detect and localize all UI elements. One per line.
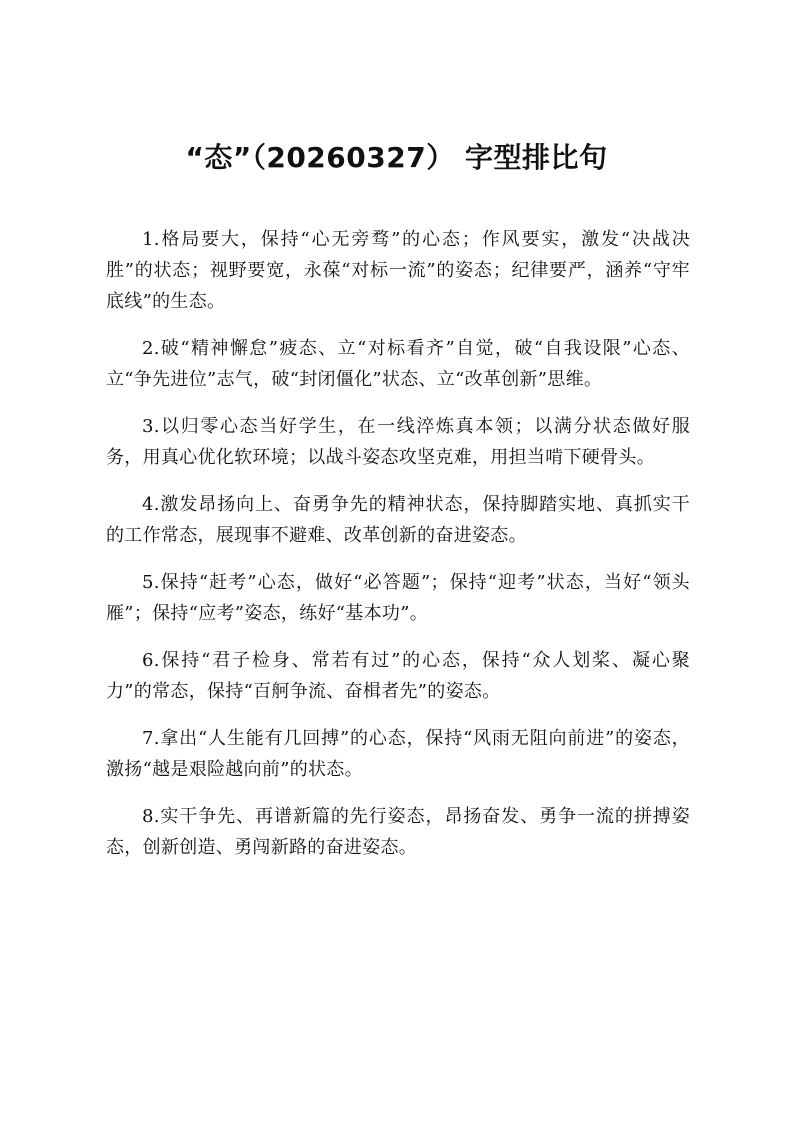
paragraph-4: 4.激发昂扬向上、奋勇争先的精神状态，保持脚踏实地、真抓实干的工作常态，展现事不避难、改革创新的奋进姿态。	[106, 494, 690, 546]
paragraph-1: 1.格局要大，保持“心无旁骛”的心态；作风要实，激发“决战决胜”的状态；视野要宽，永葆“对标一流”的姿态；纪律要严，涵养“守牢底线”的生态。	[106, 229, 690, 312]
paragraph-7: 7.拿出“人生能有几回搏”的心态，保持“风雨无阻向前进”的姿态，激扬“越是艰险越向前”的状态。	[106, 728, 690, 780]
document-title: “态”（20260327） 字型排比句	[185, 141, 608, 174]
paragraph-8: 8.实干争先、再谱新篇的先行姿态，昂扬奋发、勇争一流的拼搏姿态，创新创造、勇闯新路的奋进姿态。	[106, 806, 690, 858]
paragraph-6: 6.保持“君子检身、常若有过”的心态，保持“众人划桨、凝心聚力”的常态，保持“百舸争流、奋楫者先”的姿态。	[106, 650, 690, 702]
paragraph-3: 3.以归零心态当好学生，在一线淬炼真本领；以满分状态做好服务，用真心优化软环境；以战斗姿态攻坚克难，用担当啃下硬骨头。	[106, 416, 690, 468]
paragraph-5: 5.保持“赶考”心态，做好“必答题”；保持“迎考”状态，当好“领头雁”；保持“应考”姿态，练好“基本功”。	[106, 572, 690, 624]
paragraph-2: 2.破“精神懈怠”疲态、立“对标看齐”自觉，破“自我设限”心态、立“争先进位”志气，破“封闭僵化”状态、立“改革创新”思维。	[106, 338, 690, 390]
document-body	[106, 224, 690, 879]
